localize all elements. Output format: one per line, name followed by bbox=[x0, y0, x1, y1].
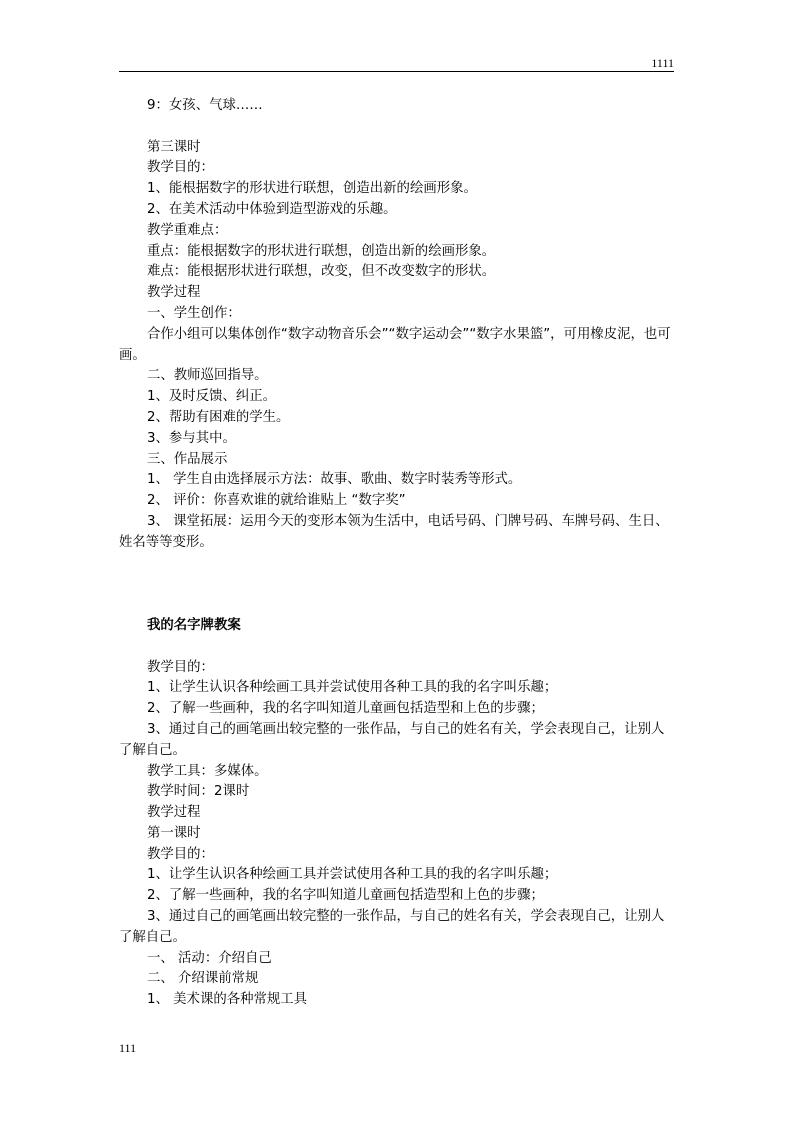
text-line: 1、让学生认识各种绘画工具并尝试使用各种工具的我的名字叫乐趣； bbox=[147, 680, 558, 696]
text-line: 1、让学生认识各种绘画工具并尝试使用各种工具的我的名字叫乐趣； bbox=[147, 867, 558, 883]
text-line: 9：女孩、气球…… bbox=[147, 98, 263, 113]
text-line: 第三课时 bbox=[147, 139, 201, 155]
paragraph: 3、 课堂拓展：运用今天的变形本领为生活中，电话号码、门牌号码、车牌号码、生日、姓名等等变形。 bbox=[119, 513, 669, 550]
text-line: 难点：能根据形状进行联想，改变，但不改变数字的形状。 bbox=[147, 264, 496, 280]
text-line: 2、在美术活动中体验到造型游戏的乐趣。 bbox=[147, 201, 397, 217]
text-line: 2、了解一些画种，我的名字叫知道儿童画包括造型和上色的步骤； bbox=[147, 888, 544, 904]
section-title: 我的名字牌教案 bbox=[147, 617, 241, 633]
text-line: 3、参与其中。 bbox=[147, 430, 236, 446]
paragraph: 3、通过自己的画笔画出较完整的一张作品，与自己的姓名有关，学会表现自己，让别人了解自己。 bbox=[119, 909, 665, 945]
text-line: 三、作品展示 bbox=[147, 451, 228, 467]
text-line: 2、 评价：你喜欢谁的就给谁贴上 “数字奖” bbox=[147, 493, 406, 509]
paragraph: 3、通过自己的画笔画出较完整的一张作品，与自己的姓名有关，学会表现自己，让别人了解自己。 bbox=[119, 721, 665, 758]
text-line: 重点：能根据数字的形状进行联想，创造出新的绘画形象。 bbox=[147, 243, 496, 259]
header-page-number: 1111 bbox=[651, 56, 674, 70]
text-line: 教学重难点： bbox=[147, 222, 228, 238]
text-line: 教学目的： bbox=[147, 846, 214, 862]
text-line: 教学过程 bbox=[147, 805, 201, 821]
text-line: 第一课时 bbox=[147, 825, 201, 841]
text-line: 教学目的： bbox=[147, 659, 214, 675]
text-line: 二、教师巡回指导。 bbox=[147, 368, 268, 384]
blank-line bbox=[119, 574, 675, 595]
blank-line bbox=[119, 595, 675, 616]
blank-line bbox=[119, 117, 675, 138]
header-rule bbox=[119, 71, 674, 72]
text-line: 教学工具：多媒体。 bbox=[147, 763, 268, 779]
text-line: 2、帮助有困难的学生。 bbox=[147, 409, 290, 425]
blank-line bbox=[119, 554, 675, 575]
text-line: 教学过程 bbox=[147, 285, 201, 301]
document-body bbox=[119, 96, 675, 1011]
paragraph: 合作小组可以集体创作“数字动物音乐会”“数字运动会”“数字水果篮”，可用橡皮泥，也可画。 bbox=[119, 326, 671, 363]
text-line: 2、了解一些画种，我的名字叫知道儿童画包括造型和上色的步骤； bbox=[147, 701, 544, 717]
text-line: 二、 介绍课前常规 bbox=[147, 971, 259, 987]
text-line: 一、学生创作： bbox=[147, 305, 241, 321]
text-line: 1、能根据数字的形状进行联想，创造出新的绘画形象。 bbox=[147, 181, 477, 197]
text-line: 教学时间：2课时 bbox=[147, 784, 250, 800]
blank-line bbox=[119, 637, 675, 658]
text-line: 1、 美术课的各种常规工具 bbox=[147, 992, 308, 1008]
footer-page-number: 111 bbox=[119, 1041, 137, 1055]
text-line: 一、 活动：介绍自己 bbox=[147, 950, 272, 966]
text-line: 1、 学生自由选择展示方法：故事、歌曲、数字时装秀等形式。 bbox=[147, 472, 522, 488]
text-line: 1、及时反馈、纠正。 bbox=[147, 389, 277, 405]
text-line: 教学目的： bbox=[147, 160, 214, 176]
